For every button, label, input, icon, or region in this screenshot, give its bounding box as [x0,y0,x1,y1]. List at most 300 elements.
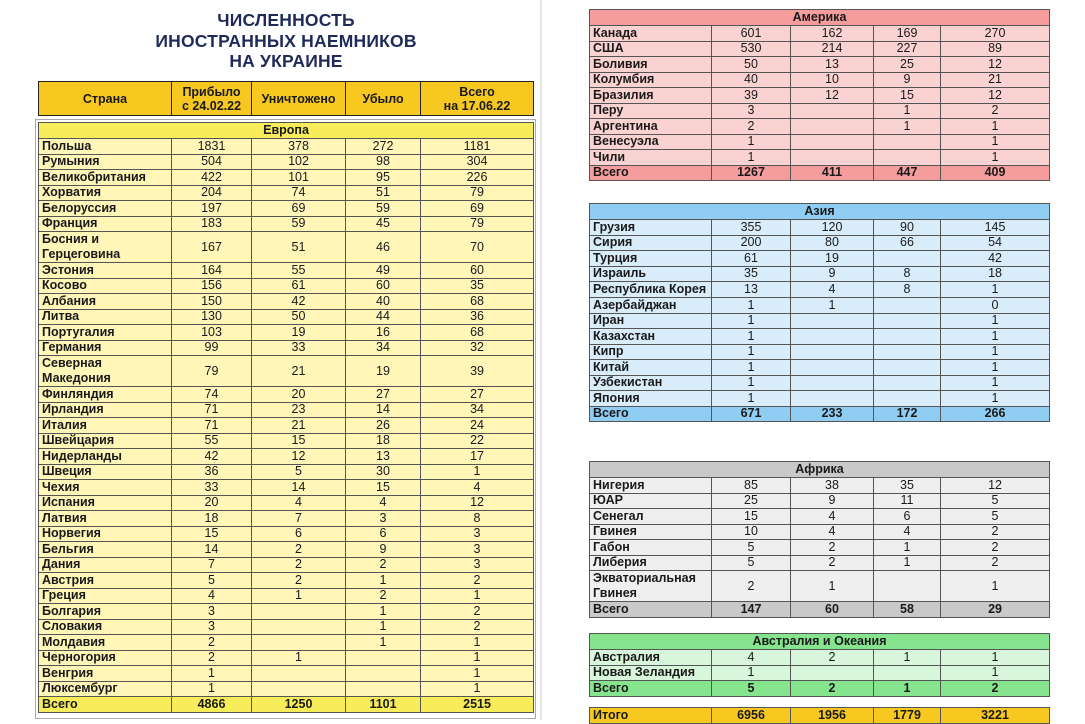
europe-total-row [39,697,534,713]
total-cell: 68 [421,294,534,310]
country-cell: Израиль [590,266,712,282]
arrived-cell: 55 [172,433,252,449]
left-cell: 9 [346,542,421,558]
table-row [39,464,534,480]
destroyed-cell: 21 [252,418,346,434]
total-cell: 2 [421,619,534,635]
destroyed-cell: 2 [252,573,346,589]
destroyed-cell: 14 [252,480,346,496]
country-cell: Колумбия [590,72,712,88]
total-cell: 12 [941,57,1050,73]
total-cell: 1 [941,344,1050,360]
country-cell: Казахстан [590,329,712,345]
grand-total-total: 3221 [941,708,1050,724]
destroyed-cell: 42 [252,294,346,310]
left-cell: 1 [874,103,941,119]
total-total-cell: 409 [941,165,1050,181]
arrived-cell: 1 [712,329,791,345]
left-cell [874,150,941,166]
left-cell: 2 [346,557,421,573]
destroyed-cell: 51 [252,232,346,263]
arrived-cell: 1 [712,134,791,150]
arrived-cell: 422 [172,170,252,186]
country-cell: Латвия [39,511,172,527]
total-country-cell: Всего [590,406,712,422]
table-row [590,220,1050,236]
total-cell: 54 [941,235,1050,251]
table-row [590,266,1050,282]
total-cell: 304 [421,154,534,170]
oceania-total-row [590,681,1050,697]
country-cell: Боливия [590,57,712,73]
total-cell: 1 [941,282,1050,298]
left-cell [874,360,941,376]
destroyed-cell: 1 [252,588,346,604]
table-row [39,263,534,279]
country-cell: Италия [39,418,172,434]
table-row [590,665,1050,681]
table-row [590,251,1050,267]
left-cell: 90 [874,220,941,236]
destroyed-cell [791,329,874,345]
destroyed-cell: 4 [791,282,874,298]
grand-total-arrived: 6956 [712,708,791,724]
left-cell: 95 [346,170,421,186]
table-row [590,555,1050,571]
country-cell: Грузия [590,220,712,236]
destroyed-cell [252,635,346,651]
country-cell: Австрия [39,573,172,589]
destroyed-cell: 102 [252,154,346,170]
destroyed-cell: 1 [252,650,346,666]
destroyed-cell [791,150,874,166]
table-row [39,402,534,418]
destroyed-cell [791,360,874,376]
arrived-cell: 183 [172,216,252,232]
total-cell: 60 [421,263,534,279]
left-cell: 3 [346,511,421,527]
destroyed-cell: 69 [252,201,346,217]
country-cell: Косово [39,278,172,294]
left-cell: 66 [874,235,941,251]
arrived-cell: 200 [712,235,791,251]
country-cell: Румыния [39,154,172,170]
arrived-cell: 79 [172,356,252,387]
country-cell: Северная Македония [39,356,172,387]
arrived-cell: 1831 [172,139,252,155]
left-cell [874,313,941,329]
table-row [39,278,534,294]
table-row [39,170,534,186]
table-row [590,375,1050,391]
total-cell: 3 [421,542,534,558]
arrived-cell: 504 [172,154,252,170]
total-total-cell: 2515 [421,697,534,713]
table-row [590,88,1050,104]
country-cell: Экваториальная Гвинея [590,571,712,602]
total-cell: 2 [941,540,1050,556]
africa-table [589,461,1050,618]
destroyed-cell [791,313,874,329]
destroyed-cell: 2 [252,557,346,573]
table-row [39,619,534,635]
europe-table [38,122,534,713]
total-cell: 79 [421,216,534,232]
header-total: Всего на 17.06.22 [421,82,534,116]
america-table [589,9,1050,181]
arrived-cell: 1 [712,150,791,166]
country-cell: Азербайджан [590,298,712,314]
destroyed-cell: 1 [791,298,874,314]
destroyed-cell: 15 [252,433,346,449]
arrived-cell: 4 [712,650,791,666]
destroyed-cell: 7 [252,511,346,527]
country-cell: Греция [39,588,172,604]
africa-section-header [590,462,1050,478]
total-left-cell: 1101 [346,697,421,713]
left-cell: 4 [874,524,941,540]
destroyed-cell [252,604,346,620]
country-cell: Великобритания [39,170,172,186]
country-cell: Венгрия [39,666,172,682]
grand-total-label: Итого [590,708,712,724]
arrived-cell: 103 [172,325,252,341]
arrived-cell: 15 [712,509,791,525]
left-cell: 8 [874,266,941,282]
left-cell: 35 [874,478,941,494]
table-row [590,298,1050,314]
table-row [39,309,534,325]
total-cell: 1 [941,134,1050,150]
arrived-cell: 13 [712,282,791,298]
table-row [39,480,534,496]
total-cell: 1 [941,375,1050,391]
left-cell [874,665,941,681]
table-row [590,360,1050,376]
total-arrived-cell: 147 [712,602,791,618]
country-cell: Финляндия [39,387,172,403]
left-cell [346,650,421,666]
total-cell: 1 [941,650,1050,666]
total-total-cell: 266 [941,406,1050,422]
left-cell [874,391,941,407]
destroyed-cell: 101 [252,170,346,186]
destroyed-cell: 120 [791,220,874,236]
country-cell: Норвегия [39,526,172,542]
table-row [590,571,1050,602]
destroyed-cell: 61 [252,278,346,294]
destroyed-cell: 378 [252,139,346,155]
total-cell: 89 [941,41,1050,57]
title-line-1: ЧИСЛЕННОСТЬ [217,10,355,30]
table-row [39,294,534,310]
left-cell: 1 [874,540,941,556]
section-title: Америка [590,10,1050,26]
asia-total-row [590,406,1050,422]
total-cell: 70 [421,232,534,263]
left-cell: 1 [346,619,421,635]
country-cell: Молдавия [39,635,172,651]
title-line-3: НА УКРАИНЕ [229,51,343,71]
arrived-cell: 4 [172,588,252,604]
total-destroyed-cell: 60 [791,602,874,618]
country-cell: Германия [39,340,172,356]
total-arrived-cell: 1267 [712,165,791,181]
country-cell: Габон [590,540,712,556]
table-row [590,282,1050,298]
arrived-cell: 15 [172,526,252,542]
destroyed-cell: 50 [252,309,346,325]
destroyed-cell [791,665,874,681]
destroyed-cell: 20 [252,387,346,403]
left-cell: 18 [346,433,421,449]
total-cell: 21 [941,72,1050,88]
left-cell: 9 [874,72,941,88]
table-row [39,340,534,356]
table-row [590,119,1050,135]
arrived-cell: 36 [172,464,252,480]
header-arrived: Прибыло с 24.02.22 [172,82,252,116]
section-title: Австралия и Океания [590,634,1050,650]
total-total-cell: 2 [941,681,1050,697]
country-cell: ЮАР [590,493,712,509]
left-cell: 59 [346,201,421,217]
america-section-header [590,10,1050,26]
table-row [590,493,1050,509]
total-left-cell: 1 [874,681,941,697]
table-row [590,344,1050,360]
left-cell: 6 [874,509,941,525]
total-cell: 1 [421,588,534,604]
country-cell: Эстония [39,263,172,279]
left-cell: 1 [874,555,941,571]
left-cell: 44 [346,309,421,325]
section-title: Европа [39,123,534,139]
page-divider [540,0,542,720]
total-cell: 226 [421,170,534,186]
total-cell: 24 [421,418,534,434]
arrived-cell: 7 [172,557,252,573]
arrived-cell: 2 [172,635,252,651]
arrived-cell: 18 [172,511,252,527]
table-row [39,433,534,449]
total-left-cell: 58 [874,602,941,618]
country-cell: Швеция [39,464,172,480]
country-cell: Словакия [39,619,172,635]
table-row [590,72,1050,88]
destroyed-cell: 38 [791,478,874,494]
table-row [590,235,1050,251]
arrived-cell: 2 [712,571,791,602]
total-cell: 270 [941,26,1050,42]
left-cell: 13 [346,449,421,465]
table-row [39,387,534,403]
table-row [39,604,534,620]
total-cell: 3 [421,526,534,542]
destroyed-cell: 19 [252,325,346,341]
table-row [39,635,534,651]
left-cell [874,375,941,391]
total-total-cell: 29 [941,602,1050,618]
total-cell: 69 [421,201,534,217]
arrived-cell: 99 [172,340,252,356]
country-cell: Перу [590,103,712,119]
arrived-cell: 164 [172,263,252,279]
left-cell: 51 [346,185,421,201]
destroyed-cell [252,619,346,635]
total-cell: 1 [941,571,1050,602]
arrived-cell: 25 [712,493,791,509]
country-cell: Португалия [39,325,172,341]
total-cell: 68 [421,325,534,341]
left-cell: 46 [346,232,421,263]
arrived-cell: 1 [712,360,791,376]
left-cell: 1 [346,573,421,589]
total-cell: 0 [941,298,1050,314]
arrived-cell: 130 [172,309,252,325]
country-cell: Аргентина [590,119,712,135]
total-country-cell: Всего [590,681,712,697]
left-cell [874,571,941,602]
left-cell: 11 [874,493,941,509]
table-row [590,509,1050,525]
arrived-cell: 355 [712,220,791,236]
country-cell: Нидерланды [39,449,172,465]
table-row [39,650,534,666]
left-cell: 16 [346,325,421,341]
left-cell: 227 [874,41,941,57]
destroyed-cell [791,134,874,150]
destroyed-cell: 9 [791,493,874,509]
header-left: Убыло [346,82,421,116]
arrived-cell: 40 [712,72,791,88]
left-cell: 15 [874,88,941,104]
oceania-table [589,633,1050,697]
oceania-section-header [590,634,1050,650]
destroyed-cell: 55 [252,263,346,279]
arrived-cell: 1 [712,375,791,391]
table-row [39,325,534,341]
table-row [39,557,534,573]
total-arrived-cell: 4866 [172,697,252,713]
destroyed-cell: 6 [252,526,346,542]
total-country-cell: Всего [590,602,712,618]
total-cell: 1 [421,650,534,666]
destroyed-cell: 4 [791,524,874,540]
left-cell: 25 [874,57,941,73]
table-row [590,150,1050,166]
country-cell: Польша [39,139,172,155]
arrived-cell: 204 [172,185,252,201]
table-row [590,103,1050,119]
left-cell: 60 [346,278,421,294]
left-cell [346,681,421,697]
left-cell: 4 [346,495,421,511]
table-row [39,232,534,263]
destroyed-cell: 5 [252,464,346,480]
country-cell: Литва [39,309,172,325]
total-cell: 79 [421,185,534,201]
arrived-cell: 1 [712,391,791,407]
left-cell: 45 [346,216,421,232]
table-row [590,134,1050,150]
arrived-cell: 150 [172,294,252,310]
table-row [39,681,534,697]
country-cell: Белоруссия [39,201,172,217]
document-title [40,10,532,72]
left-cell [874,298,941,314]
arrived-cell: 197 [172,201,252,217]
arrived-cell: 42 [172,449,252,465]
destroyed-cell: 23 [252,402,346,418]
destroyed-cell: 162 [791,26,874,42]
country-cell: Китай [590,360,712,376]
total-cell: 2 [941,555,1050,571]
destroyed-cell: 74 [252,185,346,201]
total-cell: 1 [941,391,1050,407]
country-cell: Испания [39,495,172,511]
total-cell: 34 [421,402,534,418]
arrived-cell: 1 [712,313,791,329]
table-row [39,154,534,170]
total-cell: 32 [421,340,534,356]
table-row [39,185,534,201]
left-cell: 1 [346,604,421,620]
table-row [39,666,534,682]
table-row [590,478,1050,494]
destroyed-cell: 2 [791,650,874,666]
arrived-cell: 2 [172,650,252,666]
country-cell: Бельгия [39,542,172,558]
left-cell: 1 [874,119,941,135]
country-cell: США [590,41,712,57]
left-cell: 1 [874,650,941,666]
table-row [39,573,534,589]
country-cell: Новая Зеландия [590,665,712,681]
total-cell: 1 [941,119,1050,135]
table-row [39,526,534,542]
arrived-cell: 33 [172,480,252,496]
left-cell: 40 [346,294,421,310]
table-row [39,201,534,217]
destroyed-cell: 19 [791,251,874,267]
arrived-cell: 74 [172,387,252,403]
country-cell: Болгария [39,604,172,620]
total-cell: 2 [421,604,534,620]
table-row [39,542,534,558]
total-destroyed-cell: 2 [791,681,874,697]
header-destroyed: Уничтожено [252,82,346,116]
left-cell [346,666,421,682]
left-cell: 26 [346,418,421,434]
destroyed-cell: 2 [791,540,874,556]
destroyed-cell: 10 [791,72,874,88]
arrived-cell: 20 [172,495,252,511]
left-cell: 98 [346,154,421,170]
left-cell: 1 [346,635,421,651]
total-cell: 1 [421,666,534,682]
arrived-cell: 61 [712,251,791,267]
arrived-cell: 14 [172,542,252,558]
section-title: Азия [590,204,1050,220]
arrived-cell: 1 [172,666,252,682]
left-cell [874,329,941,345]
left-cell: 27 [346,387,421,403]
asia-section-header [590,204,1050,220]
left-cell [874,134,941,150]
total-cell: 1 [421,635,534,651]
country-cell: Черногория [39,650,172,666]
